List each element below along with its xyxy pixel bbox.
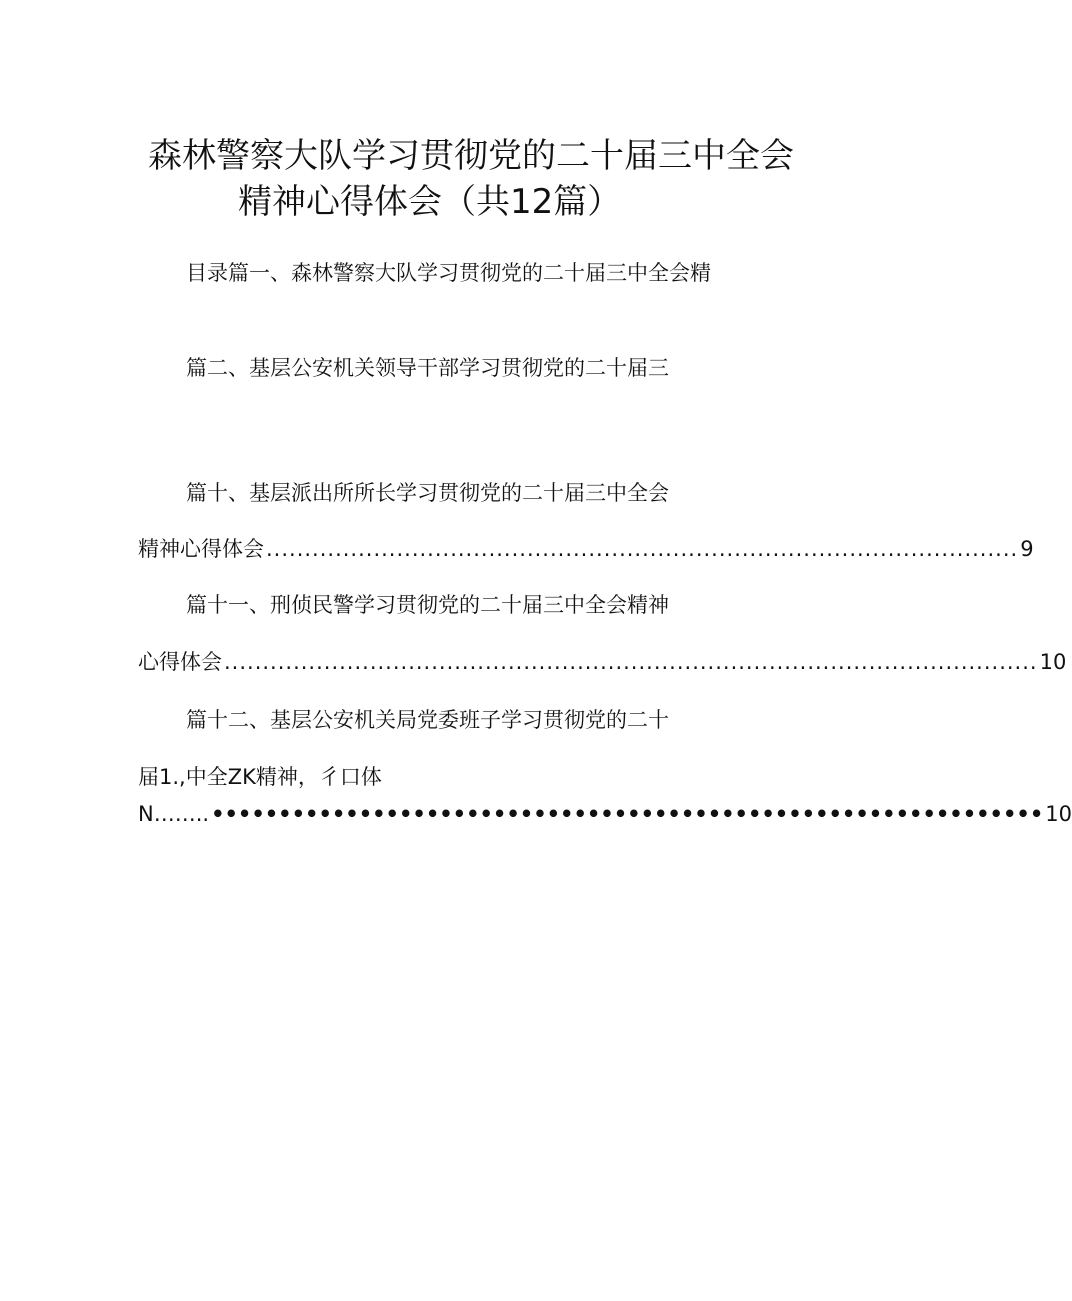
toc-line-2: 篇二、基层公安机关领导干部学习贯彻党的二十届三 <box>186 356 669 380</box>
toc-entry-10-line-2: 精神心得体会 <box>138 537 264 561</box>
toc-entry-12-line-1: 篇十二、基层公安机关局党委班子学习贯彻党的二十 <box>186 708 669 732</box>
document-title-line-2: 精神心得体会（共12篇） <box>238 182 622 222</box>
toc-entry-10-dots: .................................................................................................. <box>266 537 1019 561</box>
toc-entry-12-page: 10 <box>1045 802 1072 826</box>
toc-entry-11-dots: .......................................................................................................... <box>224 650 1038 674</box>
toc-entry-12-dots: •••••••••••••••••••••••••••••••••••••••••••••••••••••••••••••• <box>211 802 1044 826</box>
toc-entry-12-line-3: N…….. <box>138 802 210 826</box>
toc-entry-11-page: 10 <box>1039 650 1067 674</box>
toc-entry-10-line-1: 篇十、基层派出所所长学习贯彻党的二十届三中全会 <box>186 481 669 505</box>
toc-entry-11-line-2: 心得体会 <box>138 650 222 674</box>
toc-entry-10-leader[interactable] <box>138 534 1034 564</box>
toc-entry-11-leader[interactable] <box>138 647 1067 677</box>
toc-entry-10-page: 9 <box>1020 537 1034 561</box>
document-title-line-1: 森林警察大队学习贯彻党的二十届三中全会 <box>148 136 794 176</box>
toc-line-1: 目录篇一、森林警察大队学习贯彻党的二十届三中全会精 <box>186 261 711 285</box>
toc-entry-12-leader[interactable] <box>138 799 1072 829</box>
toc-entry-12-line-2: 届1.,中全ZK精神，彳口体 <box>138 765 382 789</box>
toc-entry-11-line-1: 篇十一、刑侦民警学习贯彻党的二十届三中全会精神 <box>186 593 669 617</box>
